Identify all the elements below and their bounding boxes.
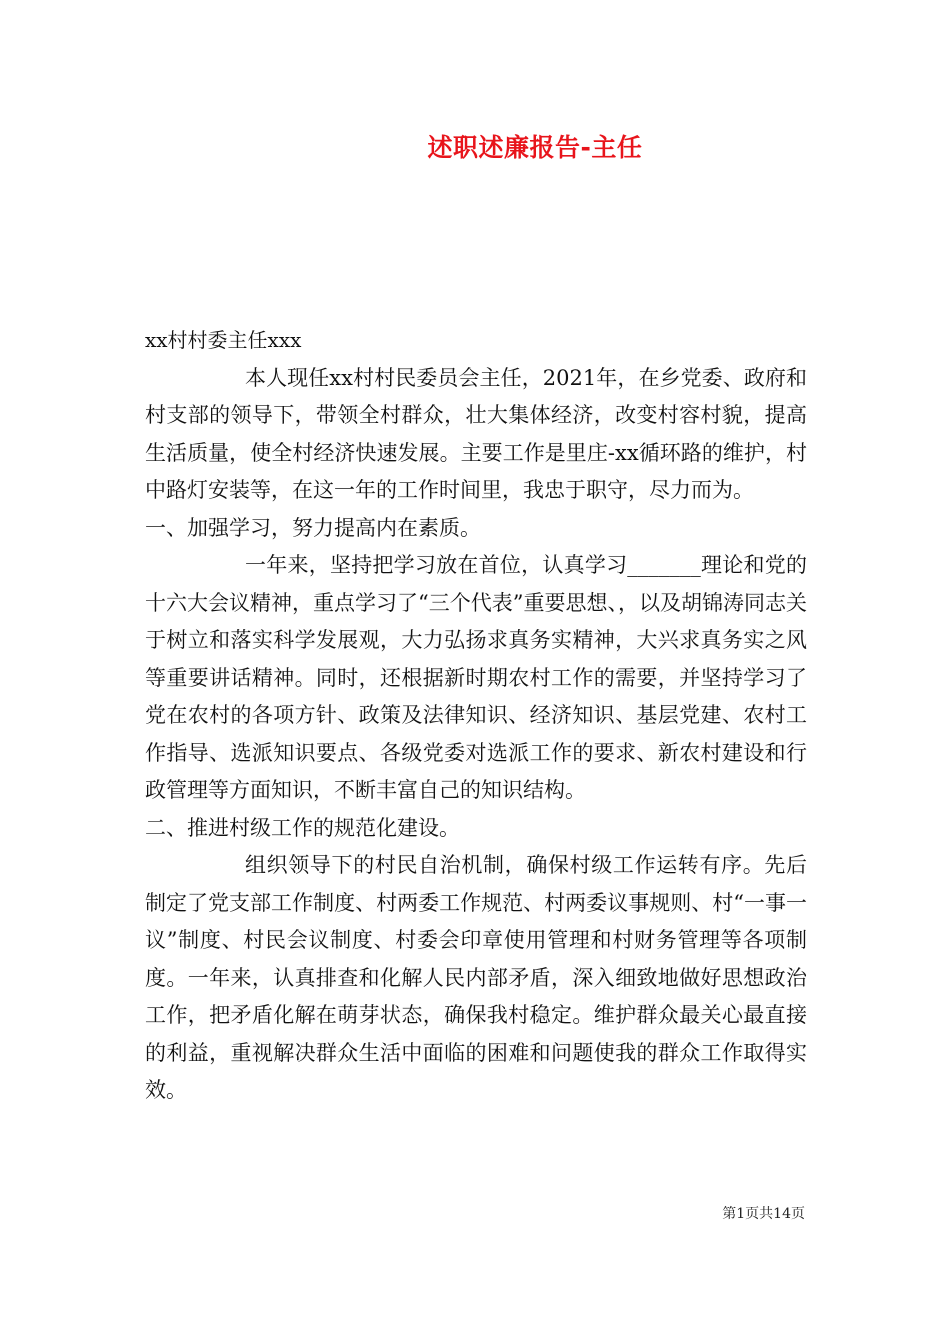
section-heading-2: 二、推进村级工作的规范化建设。	[145, 815, 460, 840]
paragraph-standardization: 组织领导下的村民自治机制，确保村级工作运转有序。先后制定了党支部工作制度、村两委工作规范、村两委议事规则、村“一事一议”制度、村民会议制度、村委会印章使用管理和村财务管理等各项制度。一年来，认真排查和化解人民内部矛盾，深入细致地做好思想政治工作，把矛盾化解在萌芽状态，确保我村稳定。维护群众最关心最直接的利益，重视解决群众生活中面临的困难和问题使我的群众工作取得实效。	[145, 853, 807, 1102]
section-heading-1: 一、加强学习，努力提高内在素质。	[145, 515, 481, 540]
document-body	[145, 322, 807, 1110]
page-number: 第1页共14页	[722, 1206, 805, 1222]
paragraph-study: 一年来，坚持把学习放在首位，认真学习_______理论和党的十六大会议精神，重点学习了“三个代表”重要思想、，以及胡锦涛同志关于树立和落实科学发展观，大力弘扬求真务实精神，大兴求真务实之风等重要讲话精神。同时，还根据新时期农村工作的需要，并坚持学习了党在农村的各项方针、政策及法律知识、经济知识、基层党建、农村工作指导、选派知识要点、各级党委对选派工作的要求、新农村建设和行政管理等方面知识，不断丰富自己的知识结构。	[145, 553, 807, 802]
document-title: 述职述廉报告-主任	[427, 133, 643, 162]
paragraph-intro: 本人现任xx村村民委员会主任，2021年，在乡党委、政府和村支部的领导下，带领全村群众，壮大集体经济，改变村容村貌，提高生活质量，使全村经济快速发展。主要工作是里庄-xx循环路的维护，村中路灯安装等，在这一年的工作时间里，我忠于职守，尽力而为。	[145, 365, 807, 502]
author-line: xx村村委主任xxx	[145, 328, 302, 352]
